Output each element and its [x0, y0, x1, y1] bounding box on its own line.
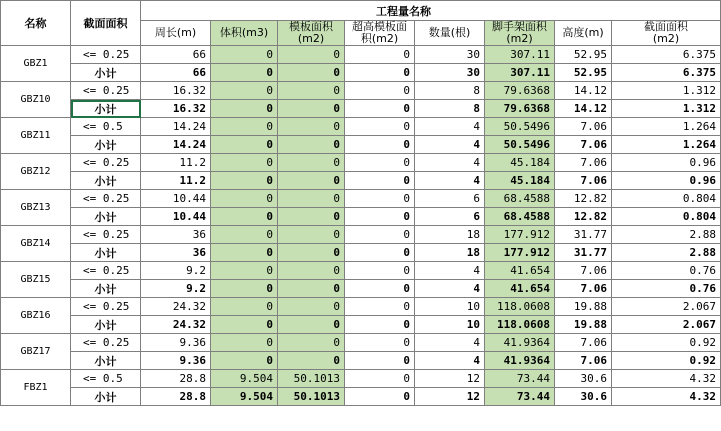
subtotal-value-cell[interactable]: 4 — [415, 352, 485, 370]
header-name[interactable]: 名称 — [1, 1, 71, 46]
subtotal-value-cell[interactable]: 0 — [278, 136, 345, 154]
header-height[interactable]: 高度(m) — [555, 21, 612, 46]
header-high-formwork-area[interactable]: 超高模板面 积(m2) — [345, 21, 415, 46]
value-cell[interactable]: 1.264 — [612, 118, 721, 136]
value-cell[interactable]: 31.77 — [555, 226, 612, 244]
value-cell[interactable]: 307.11 — [485, 46, 555, 64]
value-cell[interactable]: 0 — [278, 154, 345, 172]
value-cell[interactable]: 1.312 — [612, 82, 721, 100]
value-cell[interactable]: 18 — [415, 226, 485, 244]
subtotal-value-cell[interactable]: 0 — [278, 208, 345, 226]
value-cell[interactable]: 4 — [415, 154, 485, 172]
value-cell[interactable]: 0 — [345, 190, 415, 208]
subtotal-value-cell[interactable]: 1.312 — [612, 100, 721, 118]
subtotal-value-cell[interactable]: 0 — [345, 136, 415, 154]
table-body — [1, 46, 721, 406]
value-cell[interactable]: 0 — [211, 298, 278, 316]
table-row — [1, 298, 721, 316]
value-cell[interactable]: 12 — [415, 370, 485, 388]
subtotal-value-cell[interactable]: 4.32 — [612, 388, 721, 406]
subtotal-value-cell[interactable]: 0 — [278, 64, 345, 82]
header-quantity-group[interactable]: 工程量名称 — [141, 1, 721, 21]
value-cell[interactable]: 16.32 — [141, 82, 211, 100]
value-cell[interactable]: 4 — [415, 334, 485, 352]
header-section-area[interactable]: 截面面积 — [71, 1, 141, 46]
value-cell[interactable]: 14.12 — [555, 82, 612, 100]
subtotal-value-cell[interactable]: 0 — [345, 208, 415, 226]
subtotal-value-cell[interactable]: 30.6 — [555, 388, 612, 406]
value-cell[interactable]: 73.44 — [485, 370, 555, 388]
subtotal-row — [1, 352, 721, 370]
subtotal-value-cell[interactable]: 28.8 — [141, 388, 211, 406]
subtotal-value-cell[interactable]: 12.82 — [555, 208, 612, 226]
subtotal-value-cell[interactable]: 50.1013 — [278, 388, 345, 406]
value-cell[interactable]: 0 — [211, 334, 278, 352]
value-cell[interactable]: 0 — [345, 82, 415, 100]
value-cell[interactable]: 0 — [345, 118, 415, 136]
table-row — [1, 226, 721, 244]
subtotal-label-cell[interactable]: 小计 — [71, 100, 141, 118]
row-name-cell[interactable]: GBZ17 — [1, 334, 71, 370]
row-name-cell[interactable]: GBZ11 — [1, 118, 71, 154]
value-cell[interactable]: 9.36 — [141, 334, 211, 352]
value-cell[interactable]: 0 — [278, 46, 345, 64]
subtotal-value-cell[interactable]: 0 — [345, 64, 415, 82]
value-cell[interactable]: 9.2 — [141, 262, 211, 280]
subtotal-row — [1, 388, 721, 406]
subtotal-value-cell[interactable]: 16.32 — [141, 100, 211, 118]
header-volume[interactable]: 体积(m3) — [211, 21, 278, 46]
value-cell[interactable]: 0 — [211, 118, 278, 136]
value-cell[interactable]: 0 — [278, 190, 345, 208]
subtotal-value-cell[interactable]: 0 — [345, 244, 415, 262]
subtotal-value-cell[interactable]: 9.504 — [211, 388, 278, 406]
value-cell[interactable]: 0 — [278, 262, 345, 280]
value-cell[interactable]: 0 — [345, 46, 415, 64]
subtotal-label-cell[interactable]: 小计 — [71, 388, 141, 406]
value-cell[interactable]: 0 — [345, 370, 415, 388]
value-cell[interactable]: 0.76 — [612, 262, 721, 280]
subtotal-row — [1, 316, 721, 334]
subtotal-value-cell[interactable]: 0 — [345, 388, 415, 406]
subtotal-value-cell[interactable]: 10.44 — [141, 208, 211, 226]
value-cell[interactable]: 0 — [278, 298, 345, 316]
subtotal-value-cell[interactable]: 19.88 — [555, 316, 612, 334]
value-cell[interactable]: 50.1013 — [278, 370, 345, 388]
subtotal-label-cell[interactable]: 小计 — [71, 316, 141, 334]
value-cell[interactable]: 36 — [141, 226, 211, 244]
value-cell[interactable]: 2.067 — [612, 298, 721, 316]
subtotal-value-cell[interactable]: 11.2 — [141, 172, 211, 190]
row-name-cell[interactable]: GBZ10 — [1, 82, 71, 118]
subtotal-value-cell[interactable]: 73.44 — [485, 388, 555, 406]
value-cell[interactable]: 0 — [211, 82, 278, 100]
subtotal-value-cell[interactable]: 18 — [415, 244, 485, 262]
value-cell[interactable]: 66 — [141, 46, 211, 64]
section-area-cell[interactable]: <= 0.25 — [71, 154, 141, 172]
subtotal-value-cell[interactable]: 79.6368 — [485, 100, 555, 118]
subtotal-value-cell[interactable]: 0 — [211, 316, 278, 334]
subtotal-row — [1, 136, 721, 154]
subtotal-label-cell[interactable]: 小计 — [71, 208, 141, 226]
value-cell[interactable]: 0 — [211, 46, 278, 64]
value-cell[interactable]: 0 — [278, 334, 345, 352]
row-name-cell[interactable]: FBZ1 — [1, 370, 71, 406]
value-cell[interactable]: 6 — [415, 190, 485, 208]
value-cell[interactable]: 0 — [278, 118, 345, 136]
value-cell[interactable]: 45.184 — [485, 154, 555, 172]
subtotal-value-cell[interactable]: 0.96 — [612, 172, 721, 190]
row-name-cell[interactable]: GBZ13 — [1, 190, 71, 226]
section-area-cell[interactable]: <= 0.25 — [71, 190, 141, 208]
subtotal-value-cell[interactable]: 7.06 — [555, 352, 612, 370]
subtotal-label-cell[interactable]: 小计 — [71, 280, 141, 298]
subtotal-value-cell[interactable]: 8 — [415, 100, 485, 118]
table-row — [1, 118, 721, 136]
subtotal-value-cell[interactable]: 0 — [345, 172, 415, 190]
value-cell[interactable]: 30.6 — [555, 370, 612, 388]
subtotal-value-cell[interactable]: 4 — [415, 136, 485, 154]
value-cell[interactable]: 41.9364 — [485, 334, 555, 352]
value-cell[interactable]: 6.375 — [612, 46, 721, 64]
subtotal-row — [1, 208, 721, 226]
table-row — [1, 46, 721, 64]
subtotal-value-cell[interactable]: 7.06 — [555, 136, 612, 154]
subtotal-value-cell[interactable]: 0 — [211, 208, 278, 226]
value-cell[interactable]: 118.0608 — [485, 298, 555, 316]
value-cell[interactable]: 10 — [415, 298, 485, 316]
subtotal-value-cell[interactable]: 0 — [211, 136, 278, 154]
subtotal-label-cell[interactable]: 小计 — [71, 136, 141, 154]
subtotal-label-cell[interactable]: 小计 — [71, 172, 141, 190]
subtotal-value-cell[interactable]: 41.654 — [485, 280, 555, 298]
subtotal-value-cell[interactable]: 41.9364 — [485, 352, 555, 370]
subtotal-value-cell[interactable]: 0 — [345, 280, 415, 298]
value-cell[interactable]: 7.06 — [555, 154, 612, 172]
value-cell[interactable]: 4 — [415, 118, 485, 136]
subtotal-value-cell[interactable]: 1.264 — [612, 136, 721, 154]
subtotal-value-cell[interactable]: 68.4588 — [485, 208, 555, 226]
section-area-cell[interactable]: <= 0.25 — [71, 82, 141, 100]
row-name-cell[interactable]: GBZ1 — [1, 46, 71, 82]
subtotal-label-cell[interactable]: 小计 — [71, 244, 141, 262]
subtotal-value-cell[interactable]: 2.88 — [612, 244, 721, 262]
value-cell[interactable]: 4.32 — [612, 370, 721, 388]
subtotal-value-cell[interactable]: 50.5496 — [485, 136, 555, 154]
row-name-cell[interactable]: GBZ14 — [1, 226, 71, 262]
value-cell[interactable]: 2.88 — [612, 226, 721, 244]
header-cross-section-area[interactable]: 截面面积 (m2) — [612, 21, 721, 46]
value-cell[interactable]: 0 — [211, 226, 278, 244]
value-cell[interactable]: 52.95 — [555, 46, 612, 64]
value-cell[interactable]: 0 — [345, 154, 415, 172]
subtotal-value-cell[interactable]: 118.0608 — [485, 316, 555, 334]
value-cell[interactable]: 0 — [278, 226, 345, 244]
row-name-cell[interactable]: GBZ12 — [1, 154, 71, 190]
subtotal-value-cell[interactable]: 0 — [278, 316, 345, 334]
subtotal-value-cell[interactable]: 36 — [141, 244, 211, 262]
subtotal-value-cell[interactable]: 45.184 — [485, 172, 555, 190]
subtotal-value-cell[interactable]: 0 — [211, 64, 278, 82]
subtotal-label-cell[interactable]: 小计 — [71, 352, 141, 370]
value-cell[interactable]: 0 — [278, 82, 345, 100]
subtotal-value-cell[interactable]: 0 — [278, 100, 345, 118]
value-cell[interactable]: 0 — [345, 262, 415, 280]
subtotal-row — [1, 64, 721, 82]
subtotal-value-cell[interactable]: 7.06 — [555, 280, 612, 298]
subtotal-value-cell[interactable]: 0 — [278, 280, 345, 298]
value-cell[interactable]: 0.96 — [612, 154, 721, 172]
subtotal-row — [1, 280, 721, 298]
row-name-cell[interactable]: GBZ16 — [1, 298, 71, 334]
table-row — [1, 334, 721, 352]
value-cell[interactable]: 0 — [211, 154, 278, 172]
subtotal-value-cell[interactable]: 7.06 — [555, 172, 612, 190]
subtotal-value-cell[interactable]: 0 — [211, 352, 278, 370]
subtotal-value-cell[interactable]: 6.375 — [612, 64, 721, 82]
value-cell[interactable]: 0.92 — [612, 334, 721, 352]
value-cell[interactable]: 0 — [345, 298, 415, 316]
value-cell[interactable]: 11.2 — [141, 154, 211, 172]
subtotal-value-cell[interactable]: 10 — [415, 316, 485, 334]
section-area-cell[interactable]: <= 0.25 — [71, 298, 141, 316]
header-count[interactable]: 数量(根) — [415, 21, 485, 46]
section-area-cell[interactable]: <= 0.5 — [71, 118, 141, 136]
subtotal-value-cell[interactable]: 9.2 — [141, 280, 211, 298]
subtotal-value-cell[interactable]: 0 — [211, 172, 278, 190]
value-cell[interactable]: 14.24 — [141, 118, 211, 136]
value-cell[interactable]: 68.4588 — [485, 190, 555, 208]
subtotal-value-cell[interactable]: 9.36 — [141, 352, 211, 370]
subtotal-value-cell[interactable]: 4 — [415, 280, 485, 298]
subtotal-value-cell[interactable]: 0 — [345, 316, 415, 334]
value-cell[interactable]: 30 — [415, 46, 485, 64]
value-cell[interactable]: 0 — [345, 334, 415, 352]
value-cell[interactable]: 8 — [415, 82, 485, 100]
subtotal-value-cell[interactable]: 2.067 — [612, 316, 721, 334]
value-cell[interactable]: 24.32 — [141, 298, 211, 316]
value-cell[interactable]: 7.06 — [555, 334, 612, 352]
value-cell[interactable]: 41.654 — [485, 262, 555, 280]
value-cell[interactable]: 7.06 — [555, 118, 612, 136]
table-row — [1, 370, 721, 388]
value-cell[interactable]: 12.82 — [555, 190, 612, 208]
subtotal-value-cell[interactable]: 0 — [211, 280, 278, 298]
table-row — [1, 190, 721, 208]
subtotal-value-cell[interactable]: 0 — [345, 352, 415, 370]
value-cell[interactable]: 28.8 — [141, 370, 211, 388]
subtotal-value-cell[interactable]: 14.12 — [555, 100, 612, 118]
value-cell[interactable]: 9.504 — [211, 370, 278, 388]
subtotal-value-cell[interactable]: 0.76 — [612, 280, 721, 298]
header-formwork-area[interactable]: 模板面积 (m2) — [278, 21, 345, 46]
subtotal-value-cell[interactable]: 66 — [141, 64, 211, 82]
subtotal-value-cell[interactable]: 0.804 — [612, 208, 721, 226]
table-row — [1, 262, 721, 280]
table-row — [1, 82, 721, 100]
subtotal-value-cell[interactable]: 52.95 — [555, 64, 612, 82]
value-cell[interactable]: 4 — [415, 262, 485, 280]
value-cell[interactable]: 19.88 — [555, 298, 612, 316]
section-area-cell[interactable]: <= 0.25 — [71, 334, 141, 352]
subtotal-value-cell[interactable]: 0 — [278, 172, 345, 190]
subtotal-row — [1, 172, 721, 190]
header-scaffold-area[interactable]: 脚手架面积 (m2) — [485, 21, 555, 46]
section-area-cell[interactable]: <= 0.25 — [71, 46, 141, 64]
subtotal-value-cell[interactable]: 30 — [415, 64, 485, 82]
value-cell[interactable]: 79.6368 — [485, 82, 555, 100]
subtotal-value-cell[interactable]: 6 — [415, 208, 485, 226]
value-cell[interactable]: 0 — [211, 262, 278, 280]
subtotal-value-cell[interactable]: 0 — [345, 100, 415, 118]
value-cell[interactable]: 0 — [211, 190, 278, 208]
row-name-cell[interactable]: GBZ15 — [1, 262, 71, 298]
subtotal-value-cell[interactable]: 24.32 — [141, 316, 211, 334]
subtotal-value-cell[interactable]: 0 — [278, 352, 345, 370]
section-area-cell[interactable]: <= 0.5 — [71, 370, 141, 388]
subtotal-value-cell[interactable]: 31.77 — [555, 244, 612, 262]
value-cell[interactable]: 10.44 — [141, 190, 211, 208]
subtotal-row — [1, 100, 721, 118]
value-cell[interactable]: 0 — [345, 226, 415, 244]
value-cell[interactable]: 0.804 — [612, 190, 721, 208]
header-perimeter[interactable]: 周长(m) — [141, 21, 211, 46]
section-area-cell[interactable]: <= 0.25 — [71, 226, 141, 244]
subtotal-label-cell[interactable]: 小计 — [71, 64, 141, 82]
subtotal-value-cell[interactable]: 4 — [415, 172, 485, 190]
subtotal-value-cell[interactable]: 0.92 — [612, 352, 721, 370]
table-row — [1, 154, 721, 172]
value-cell[interactable]: 177.912 — [485, 226, 555, 244]
subtotal-value-cell[interactable]: 12 — [415, 388, 485, 406]
subtotal-value-cell[interactable]: 0 — [211, 244, 278, 262]
subtotal-value-cell[interactable]: 14.24 — [141, 136, 211, 154]
subtotal-value-cell[interactable]: 307.11 — [485, 64, 555, 82]
section-area-cell[interactable]: <= 0.25 — [71, 262, 141, 280]
value-cell[interactable]: 50.5496 — [485, 118, 555, 136]
subtotal-value-cell[interactable]: 0 — [211, 100, 278, 118]
subtotal-value-cell[interactable]: 177.912 — [485, 244, 555, 262]
subtotal-row — [1, 244, 721, 262]
subtotal-value-cell[interactable]: 0 — [278, 244, 345, 262]
value-cell[interactable]: 7.06 — [555, 262, 612, 280]
